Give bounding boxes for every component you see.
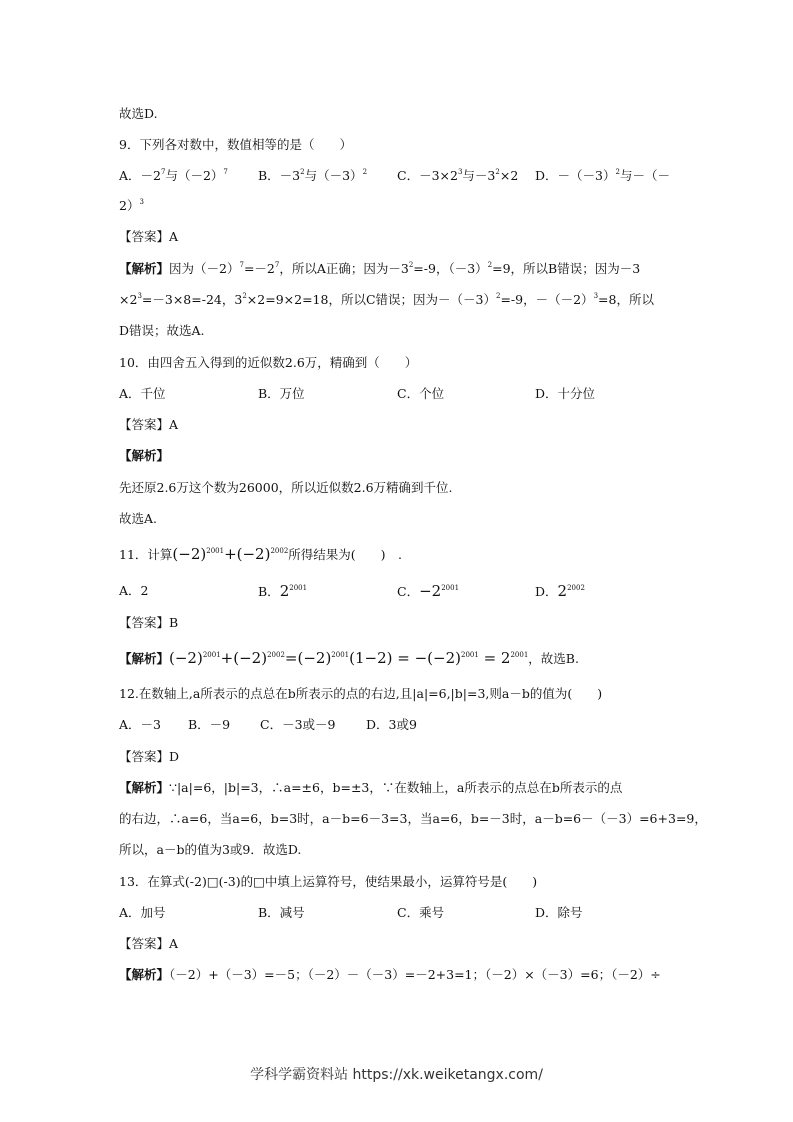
q10-option-d: D．十分位: [535, 386, 596, 401]
q10-option-c: C．个位: [397, 386, 445, 401]
q9-analysis-line1: 【解析】因为$(-2)^7=-2^7$，所以A正确；因为$-3^2=-9$，$(-3)^2=9$，所以B错误；因为－3: [119, 261, 641, 276]
question-10: 10．由四舍五入得到的近似数2.6万，精确到（ ）: [119, 355, 418, 370]
q10-answer: 【答案】A: [119, 417, 179, 432]
question-11: 11．计算$(-2)^{2001}+(-2)^{2002}$所得结果为( ) .: [119, 545, 403, 563]
q9-analysis-line2: $\times 2^3=-3\times 8=-24$，$3^2\times 2=9\times 2=18$，所以C错误；因为$-(-3)^2=-9$，$-(-2)^3=8$，所以: [119, 292, 654, 307]
q9-analysis-line3: D错误；故选A.: [119, 323, 205, 338]
q12-option-a: A．－3: [119, 717, 161, 732]
q13-option-c: C．乘号: [397, 905, 445, 920]
q12-analysis-line1: 【解析】∵|a|=6，|b|=3，∴a=±6，b=±3，∵在数轴上，a所表示的点总在b所表示的点: [119, 780, 623, 795]
q13-option-b: B．减号: [258, 905, 305, 920]
q12-answer: 【答案】D: [119, 749, 180, 764]
page-footer: 学科学霸资料站 https://xk.weiketangx.com/: [250, 1067, 543, 1083]
q9-option-b: B．$-3^2$与$(-3)^2$: [258, 168, 368, 183]
q10-option-b: B．万位: [258, 386, 305, 401]
q10-conclusion: 故选A.: [119, 511, 158, 526]
q9-option-c: C．$-3\times 2^3$与$-3^2\times 2$: [397, 168, 519, 183]
q12-option-d: D．3或9: [366, 717, 417, 732]
q11-analysis: 【解析】$(-2)^{2001}+(-2)^{2002}=(-2)^{2001}(1-2) = -(-2)^{2001} = 2^{2001}$，故选B.: [119, 649, 579, 667]
question-9: 9．下列各对数中，数值相等的是（ ）: [119, 137, 352, 152]
q11-answer: 【答案】B: [119, 615, 179, 630]
q10-option-a: A．千位: [119, 386, 166, 401]
question-12: 12.在数轴上,a所表示的点总在b所表示的点的右边,且|a|=6,|b|=3,则a－b的值为( ): [119, 686, 603, 701]
q13-option-d: D．除号: [535, 905, 583, 920]
text-line: 故选D.: [119, 106, 158, 121]
q12-analysis-line2: 的右边，∴a=6，当a=6，b=3时，a－b=6－3=3，当a=6，b=－3时，a－b=6－（－3）=6+3=9，: [119, 811, 707, 826]
q10-analysis-text: 先还原2.6万这个数为26000，所以近似数2.6万精确到千位.: [119, 480, 453, 495]
q12-analysis-line3: 所以，a－b的值为3或9．故选D.: [119, 842, 302, 857]
q11-option-b: B．$2^{2001}$: [258, 582, 308, 600]
q12-option-c: C．－3或－9: [260, 717, 336, 732]
q11-expression: $(-2)^{2001}+(-2)^{2002}$: [172, 545, 289, 563]
q11-solution-expression: $(-2)^{2001}+(-2)^{2002}=(-2)^{2001}(1-2) = -(-2)^{2001} = 2^{2001}$: [169, 649, 529, 667]
q9-option-d-cont: 2）$^3$: [119, 198, 144, 213]
q13-analysis: 【解析】（－2）+（－3）=－5；（－2）－（－3）=－2+3=1；（－2）×（－3）=6；（－2）÷: [119, 967, 661, 982]
q9-answer: 【答案】A: [119, 229, 179, 244]
q11-option-a: A．2: [119, 583, 149, 598]
q10-analysis-label: 【解析】: [119, 448, 170, 463]
q13-answer: 【答案】A: [119, 936, 179, 951]
q9-option-a: A．$-2^7$与$(-2)^7$: [119, 168, 228, 183]
q13-option-a: A．加号: [119, 905, 166, 920]
q11-option-d: D．$2^{2002}$: [535, 582, 585, 600]
q11-option-c: C．$-2^{2001}$: [397, 582, 460, 600]
question-13: 13．在算式(-2)□(-3)的□中填上运算符号，使结果最小，运算符号是( ): [119, 874, 538, 889]
q12-option-b: B．－9: [188, 717, 231, 732]
q9-option-d: D．$-(-3)^2$与－（－: [535, 168, 670, 183]
